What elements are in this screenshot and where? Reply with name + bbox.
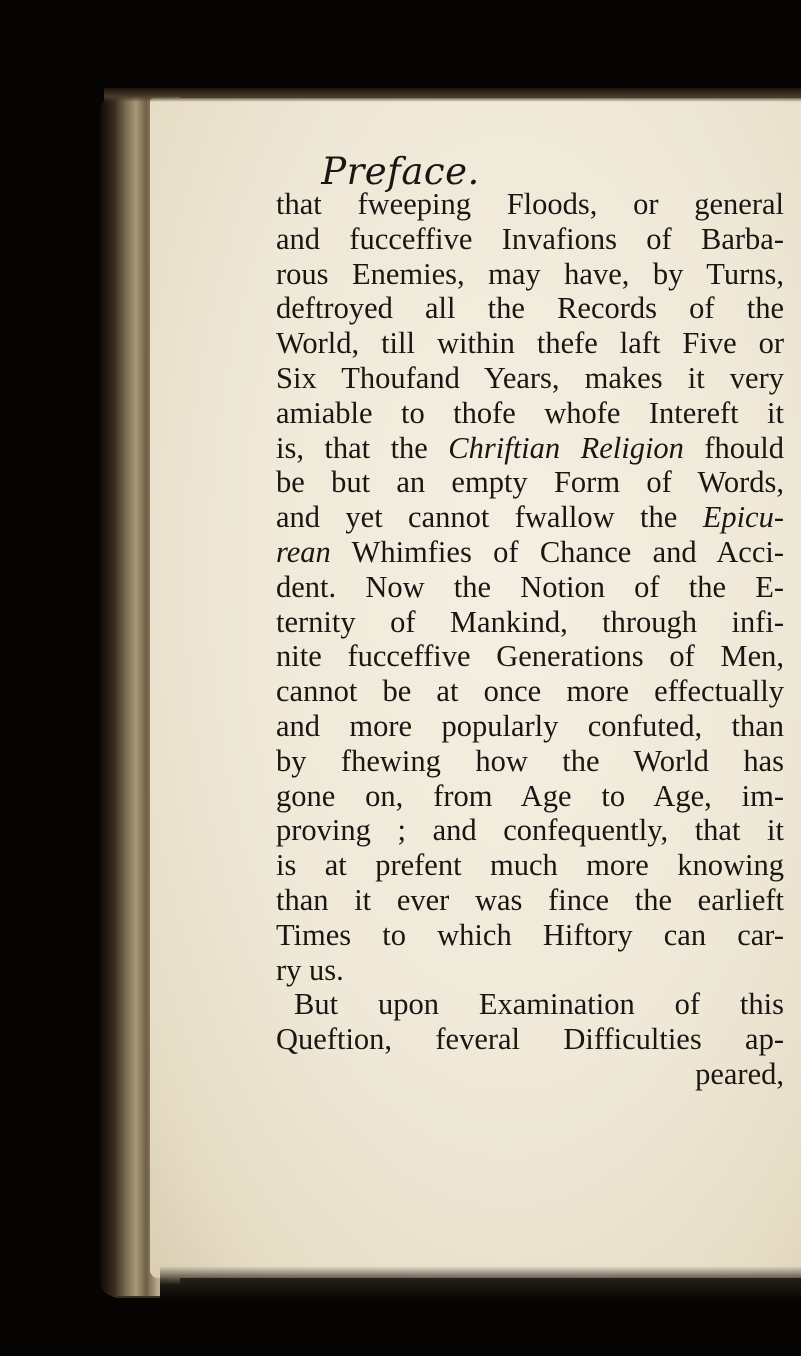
text-line: dent. Now the Notion of the E- <box>276 569 784 604</box>
text-line: nite fucceffive Generations of Men, <box>276 639 784 674</box>
italic-term: rean <box>276 534 331 569</box>
text-line: by fhewing how the World has <box>276 743 784 778</box>
italic-term: Chriftian Religion <box>448 430 684 465</box>
text-line: than it ever was fince the earlieft <box>276 882 784 917</box>
text-line: rous Enemies, may have, by Turns, <box>276 256 784 291</box>
text-line: Queftion, feveral Difficulties ap- <box>276 1022 784 1057</box>
text-line: ry us. <box>276 952 344 987</box>
text-line: cannot be at once more effectually <box>276 674 784 709</box>
catchword: peared, <box>695 1056 784 1091</box>
text-line: ternity of Mankind, through infi- <box>276 604 784 639</box>
text-line <box>276 431 784 466</box>
text-fragment: Whimfies of Chance and Acci- <box>330 534 784 569</box>
text-line: and fucceffive Invafions of Barba- <box>276 221 784 256</box>
text-fragment: is, that the <box>276 430 449 465</box>
page-bottom-edge <box>160 1266 801 1300</box>
text-line: is at prefent much more knowing <box>276 848 784 883</box>
page-top-edge <box>104 88 801 102</box>
text-line: World, till within thefe laft Five or <box>276 326 784 361</box>
body-text <box>276 187 784 1092</box>
italic-term: Epicu- <box>702 500 784 535</box>
text-line: amiable to thofe whofe Intereft it <box>276 395 784 430</box>
text-line: Six Thoufand Years, makes it very <box>276 360 784 395</box>
text-fragment: and yet cannot fwallow the <box>276 500 703 535</box>
text-line <box>276 535 784 570</box>
text-line: proving ; and confequently, that it <box>276 813 784 848</box>
text-fragment: fhould <box>683 430 784 465</box>
text-line: deftroyed all the Records of the <box>276 291 784 326</box>
text-line: and more popularly confuted, than <box>276 708 784 743</box>
text-line: gone on, from Age to Age, im- <box>276 778 784 813</box>
text-line: that fweeping Floods, or general <box>276 187 784 221</box>
running-header: Preface. <box>321 150 480 193</box>
text-line: But upon Examination of this <box>294 987 784 1022</box>
text-line <box>276 500 784 535</box>
text-line: Times to which Hiftory can car- <box>276 917 784 952</box>
text-line: be but an empty Form of Words, <box>276 465 784 500</box>
